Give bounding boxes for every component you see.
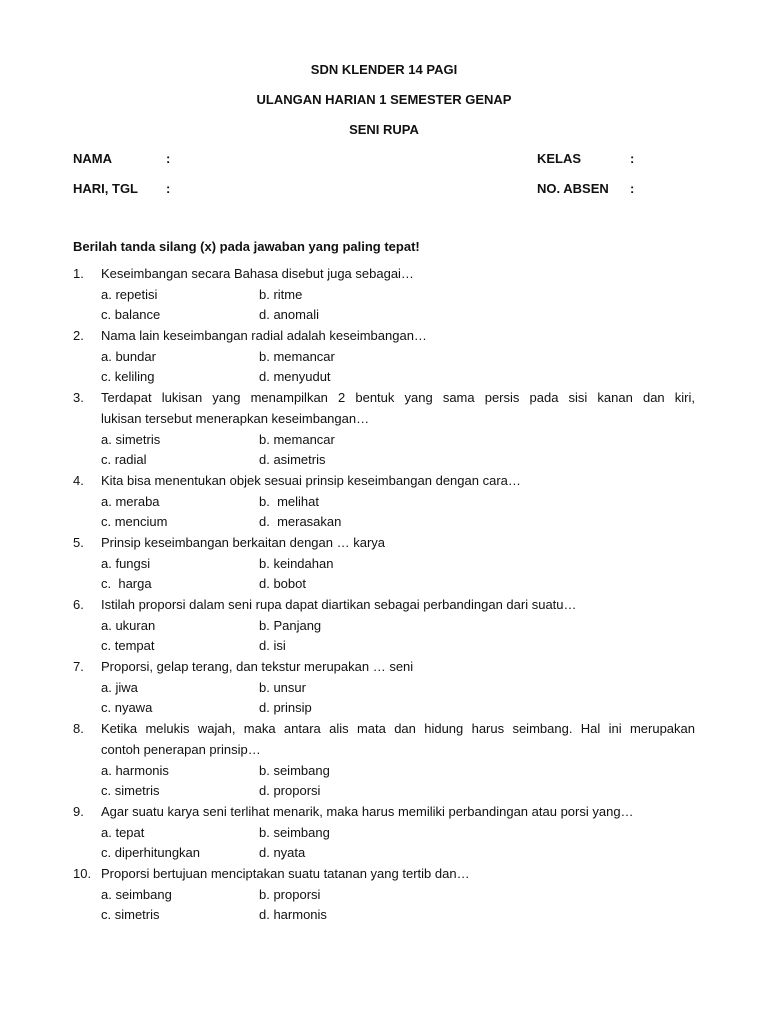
answer-option-d[interactable]: d. prinsip xyxy=(259,700,312,716)
question-item xyxy=(73,326,695,388)
question-text: Proporsi bertujuan menciptakan suatu tatanan yang tertib dan… xyxy=(101,865,470,881)
answer-option-c[interactable]: c. balance xyxy=(101,307,161,323)
question-number xyxy=(73,740,101,761)
question-text: Keseimbangan secara Bahasa disebut juga sebagai… xyxy=(101,266,414,281)
question-line xyxy=(73,264,695,285)
answer-option-c[interactable]: c. simetris xyxy=(101,907,160,923)
question-line xyxy=(73,657,695,678)
answer-option-b[interactable]: b. seimbang xyxy=(259,762,330,778)
question-number: 10. xyxy=(73,865,92,881)
question-number: 4. xyxy=(73,472,84,488)
answer-option-a[interactable]: a. fungsi xyxy=(101,555,151,571)
question-item xyxy=(73,471,695,533)
answer-option-c[interactable]: c. tempat xyxy=(101,638,155,654)
question-item xyxy=(73,719,695,802)
question-number: 5. xyxy=(73,534,84,550)
question-text: Nama lain keseimbangan radial adalah keseimbangan… xyxy=(101,328,427,344)
nama-label: NAMA xyxy=(73,151,112,166)
answer-option-a[interactable]: a. repetisi xyxy=(101,286,158,302)
answer-option-row xyxy=(73,492,695,513)
answer-option-d[interactable]: d. nyata xyxy=(259,845,306,861)
answer-option-c[interactable]: c. harga xyxy=(101,576,152,592)
answer-option-row xyxy=(73,347,695,368)
answer-option-row xyxy=(73,512,695,533)
question-line xyxy=(73,533,695,554)
answer-option-row xyxy=(73,781,695,802)
answer-option-row xyxy=(73,636,695,657)
answer-option-d[interactable]: d. bobot xyxy=(259,576,306,592)
question-text: Proporsi, gelap terang, dan tekstur merupakan … seni xyxy=(101,659,414,675)
answer-option-row xyxy=(73,616,695,637)
question-list xyxy=(73,264,695,926)
question-item xyxy=(73,802,695,864)
question-text: contoh penerapan prinsip… xyxy=(101,741,261,757)
no-absen-label: NO. ABSEN xyxy=(537,181,609,196)
answer-option-c[interactable]: c. simetris xyxy=(101,783,160,799)
answer-option-row xyxy=(73,285,695,306)
question-line xyxy=(73,388,695,409)
answer-option-c[interactable]: c. mencium xyxy=(101,514,168,530)
kelas-colon: : xyxy=(630,151,635,166)
no-absen-colon: : xyxy=(630,181,635,196)
question-line xyxy=(73,471,695,492)
answer-option-c[interactable]: c. nyawa xyxy=(101,700,153,716)
answer-option-a[interactable]: a. meraba xyxy=(101,493,160,509)
hari-tgl-colon: : xyxy=(166,181,171,196)
question-number xyxy=(73,409,101,430)
answer-option-d[interactable]: d. harmonis xyxy=(259,907,327,923)
answer-option-a[interactable]: a. bundar xyxy=(101,348,156,364)
question-number: 1. xyxy=(73,266,84,281)
answer-option-b[interactable]: b. proporsi xyxy=(259,886,321,902)
question-item xyxy=(73,388,695,471)
question-item xyxy=(73,533,695,595)
answer-option-row xyxy=(73,761,695,782)
question-number: 9. xyxy=(73,803,84,819)
question-line xyxy=(73,595,695,616)
answer-option-d[interactable]: d. merasakan xyxy=(259,514,342,530)
question-text: Kita bisa menentukan objek sesuai prinsip keseimbangan dengan cara… xyxy=(101,472,521,488)
answer-option-row xyxy=(73,678,695,699)
answer-option-c[interactable]: c. keliling xyxy=(101,369,155,385)
question-line xyxy=(73,864,695,885)
question-text: Terdapat lukisan yang menampilkan 2 bentuk yang sama persis pada sisi kanan dan kiri, xyxy=(101,390,695,406)
instruction-text: Berilah tanda silang (x) pada jawaban yang paling tepat! xyxy=(73,239,420,254)
answer-option-d[interactable]: d. anomali xyxy=(259,307,319,323)
school-name: SDN KLENDER 14 PAGI xyxy=(310,62,458,77)
answer-option-b[interactable]: b. keindahan xyxy=(259,555,334,571)
answer-option-row xyxy=(73,905,695,926)
answer-option-a[interactable]: a. tepat xyxy=(101,824,145,840)
answer-option-row xyxy=(73,885,695,906)
nama-colon: : xyxy=(166,151,171,166)
answer-option-b[interactable]: b. memancar xyxy=(259,348,335,364)
question-number: 6. xyxy=(73,597,84,612)
question-text: Istilah proporsi dalam seni rupa dapat diartikan sebagai perbandingan dari suatu… xyxy=(101,597,577,612)
question-number: 8. xyxy=(73,721,84,737)
answer-option-d[interactable]: d. isi xyxy=(259,638,286,654)
question-number: 3. xyxy=(73,390,84,406)
answer-option-a[interactable]: a. seimbang xyxy=(101,886,172,902)
question-line xyxy=(73,719,695,740)
question-line xyxy=(73,326,695,347)
subject-title: SENI RUPA xyxy=(349,122,419,137)
question-item xyxy=(73,657,695,719)
answer-option-row xyxy=(73,554,695,575)
answer-option-row xyxy=(73,698,695,719)
answer-option-a[interactable]: a. ukuran xyxy=(101,617,156,633)
answer-option-row xyxy=(73,430,695,451)
answer-option-a[interactable]: a. harmonis xyxy=(101,762,169,778)
question-number: 7. xyxy=(73,659,84,675)
question-number: 2. xyxy=(73,328,84,344)
question-text: Ketika melukis wajah, maka antara alis mata dan hidung harus seimbang. Hal ini merupakan xyxy=(101,721,695,737)
question-text: Agar suatu karya seni terlihat menarik, maka harus memiliki perbandingan atau porsi yang… xyxy=(101,803,634,819)
question-item xyxy=(73,864,695,926)
answer-option-row xyxy=(73,450,695,471)
question-text: Prinsip keseimbangan berkaitan dengan … karya xyxy=(101,534,386,550)
kelas-label: KELAS xyxy=(537,151,582,166)
question-line xyxy=(73,802,695,823)
answer-option-b[interactable]: b. seimbang xyxy=(259,824,330,840)
answer-option-row xyxy=(73,823,695,844)
answer-option-row xyxy=(73,305,695,326)
question-item xyxy=(73,264,695,326)
answer-option-a[interactable]: a. simetris xyxy=(101,431,161,447)
answer-option-c[interactable]: c. diperhitungkan xyxy=(101,845,201,861)
question-item xyxy=(73,595,695,657)
answer-option-d[interactable]: d. menyudut xyxy=(259,369,331,385)
answer-option-row xyxy=(73,367,695,388)
question-line xyxy=(73,740,695,761)
answer-option-b[interactable]: b. unsur xyxy=(259,679,306,695)
answer-option-a[interactable]: a. jiwa xyxy=(101,679,138,695)
answer-option-b[interactable]: b. memancar xyxy=(259,431,335,447)
exam-title: ULANGAN HARIAN 1 SEMESTER GENAP xyxy=(256,92,512,107)
answer-option-d[interactable]: d. asimetris xyxy=(259,452,326,468)
answer-option-b[interactable]: b. ritme xyxy=(259,286,303,302)
hari-tgl-label: HARI, TGL xyxy=(73,181,138,196)
answer-option-b[interactable]: b. Panjang xyxy=(259,617,322,633)
question-text: lukisan tersebut menerapkan keseimbangan… xyxy=(101,410,370,426)
answer-option-d[interactable]: d. proporsi xyxy=(259,783,321,799)
answer-option-row xyxy=(73,574,695,595)
answer-option-row xyxy=(73,843,695,864)
answer-option-c[interactable]: c. radial xyxy=(101,452,147,468)
question-line xyxy=(73,409,695,430)
answer-option-b[interactable]: b. melihat xyxy=(259,493,319,509)
